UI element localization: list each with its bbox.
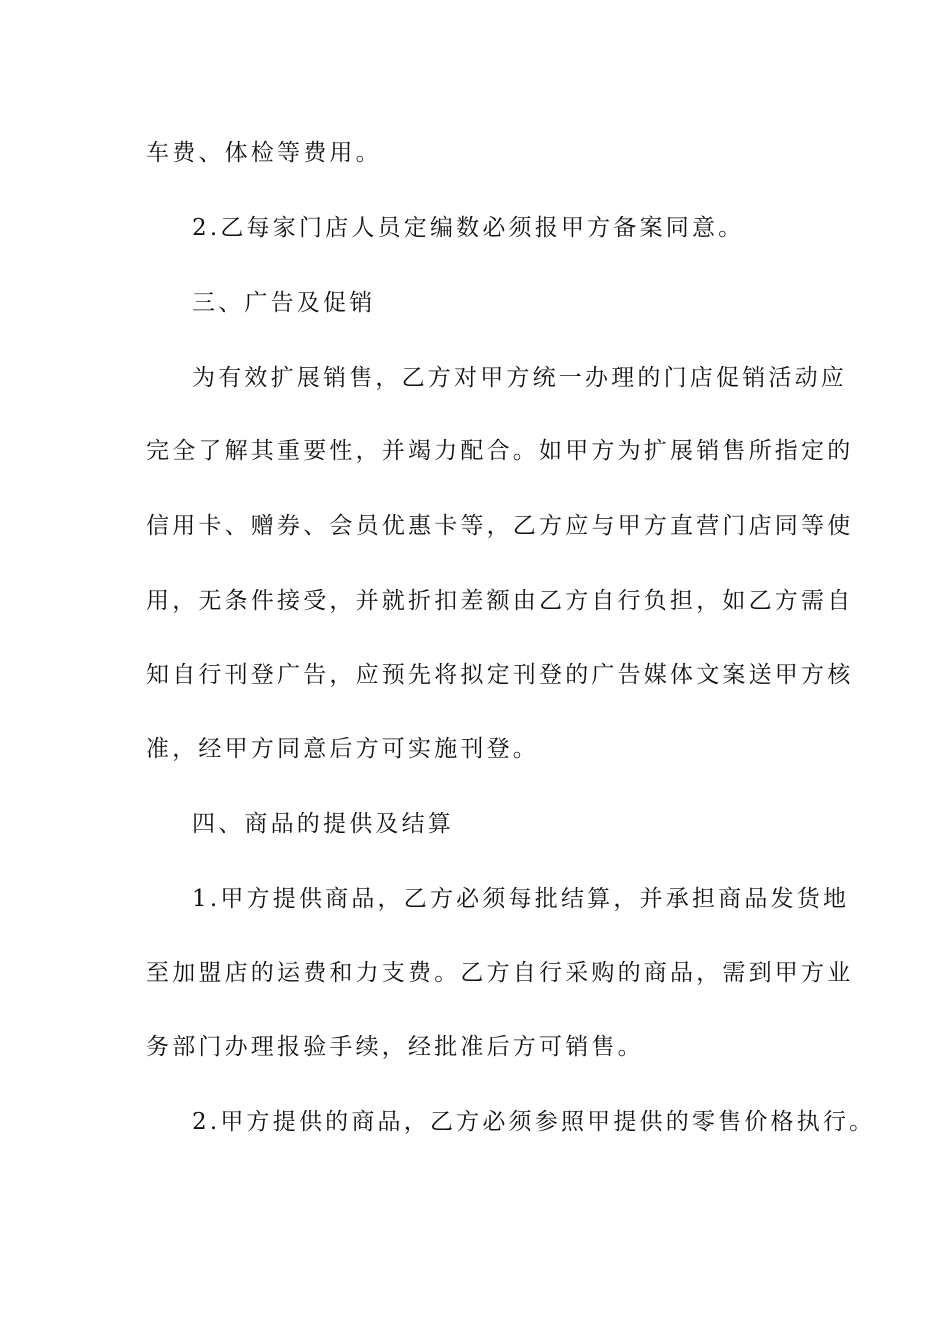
text-line-9: 准，经甲方同意后方可实施刊登。 bbox=[146, 736, 539, 762]
section-heading-ads: 三、广告及促销 bbox=[192, 290, 376, 316]
text-line-5: 完全了解其重要性，并竭力配合。如甲方为扩展销售所指定的 bbox=[146, 438, 854, 464]
text-line-12: 至加盟店的运费和力支费。乙方自行采购的商品，需到甲方业 bbox=[146, 960, 854, 986]
text-line-2: 2.乙每家门店人员定编数必须报甲方备案同意。 bbox=[192, 215, 745, 241]
text-line-13: 务部门办理报验手续，经批准后方可销售。 bbox=[146, 1034, 644, 1060]
text-line-1: 车费、体检等费用。 bbox=[146, 140, 382, 166]
text-line-6: 信用卡、赠券、会员优惠卡等，乙方应与甲方直营门店同等使 bbox=[146, 513, 854, 539]
text-line-4: 为有效扩展销售，乙方对甲方统一办理的门店促销活动应 bbox=[192, 365, 847, 391]
section-heading-goods: 四、商品的提供及结算 bbox=[192, 811, 454, 837]
text-line-14: 2.甲方提供的商品，乙方必须参照甲提供的零售价格执行。 bbox=[192, 1109, 876, 1135]
text-line-8: 知自行刊登广告，应预先将拟定刊登的广告媒体文案送甲方核 bbox=[146, 662, 854, 688]
text-line-7: 用，无条件接受，并就折扣差额由乙方自行负担，如乙方需自 bbox=[146, 588, 854, 614]
text-line-11: 1.甲方提供商品，乙方必须每批结算，并承担商品发货地 bbox=[192, 886, 850, 912]
